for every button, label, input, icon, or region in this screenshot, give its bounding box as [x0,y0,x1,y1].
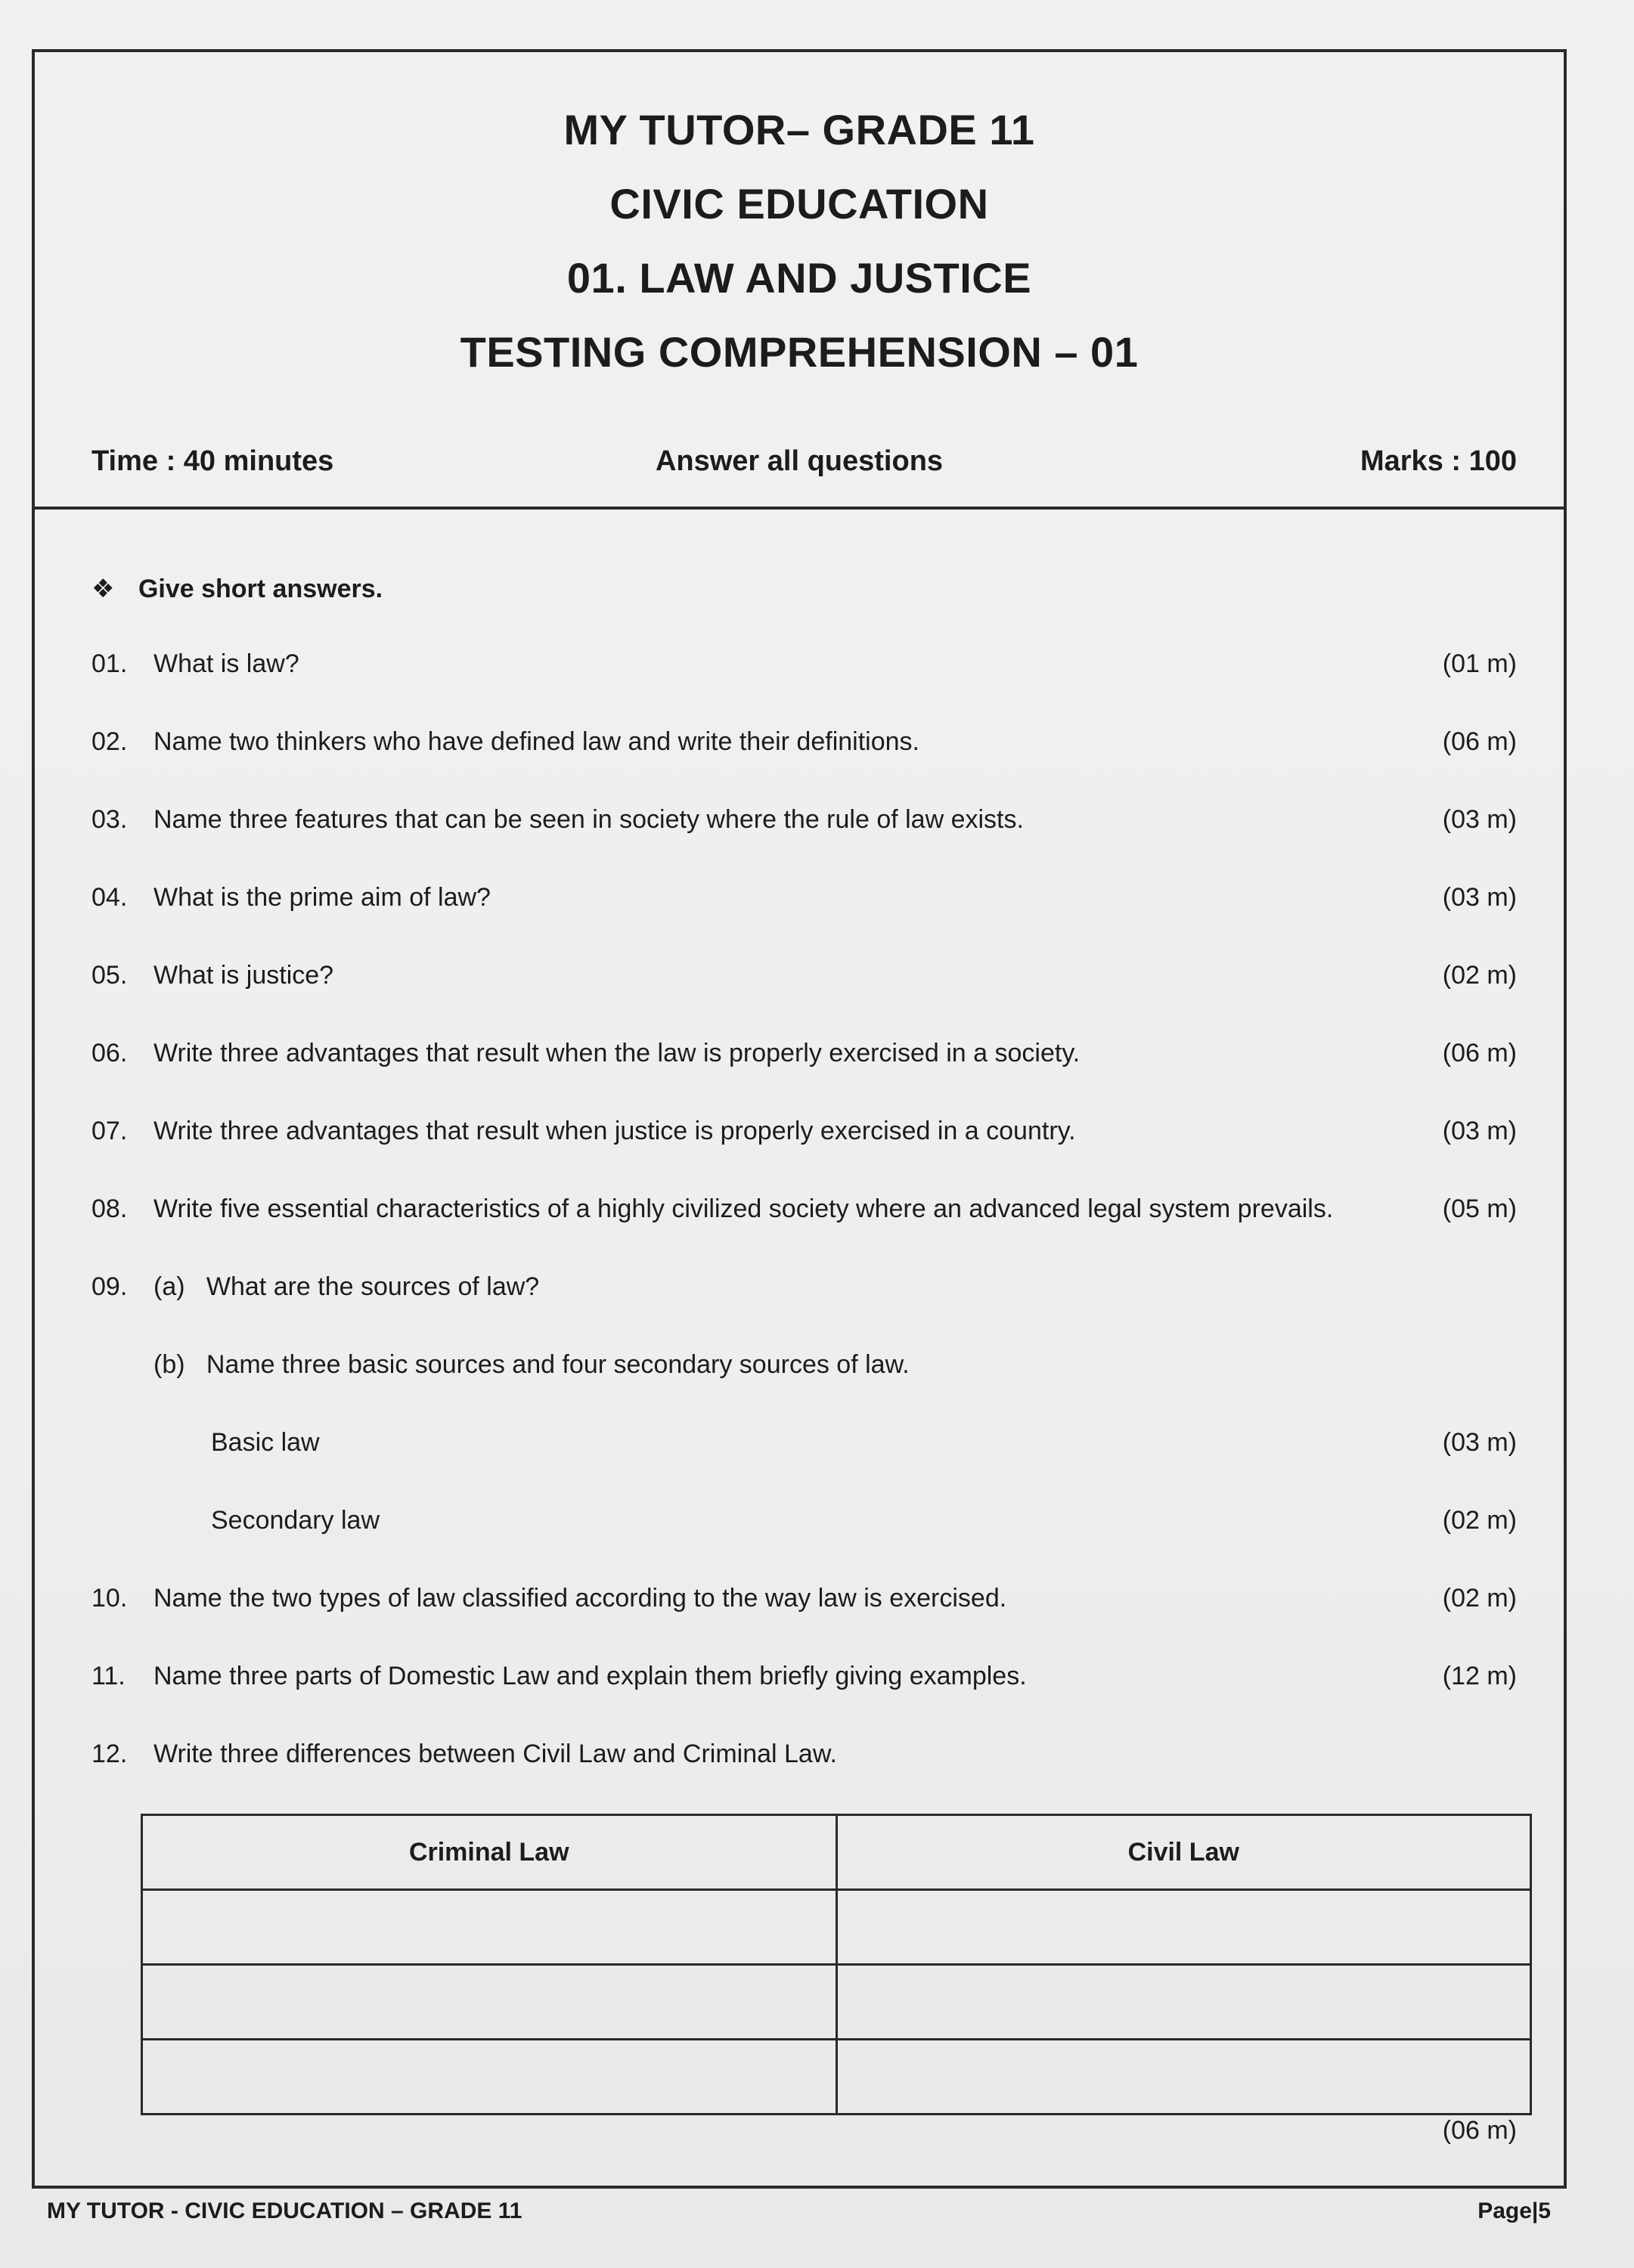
table-row [142,1890,1531,1965]
question-09a: 09. (a) What are the sources of law? [91,1272,540,1301]
table-row [142,1965,1531,2040]
answer-cell[interactable] [142,1965,837,2040]
question-01: 01. What is law? [91,649,299,678]
header-criminal-law: Criminal Law [142,1815,837,1890]
answer-cell[interactable] [836,2040,1531,2115]
title-test: TESTING COMPREHENSION – 01 [460,328,1139,376]
marks-07: (03 m) [1442,1117,1517,1145]
time-allowed: Time : 40 minutes [91,445,334,477]
marks-03: (03 m) [1442,805,1517,834]
marks-08: (05 m) [1442,1194,1517,1223]
question-09b: (b) Name three basic sources and four secondary sources of law. [153,1350,910,1379]
marks-11: (12 m) [1442,1662,1517,1690]
marks-basic-law: (03 m) [1442,1428,1517,1457]
answer-cell[interactable] [836,1965,1531,2040]
question-11: 11. Name three parts of Domestic Law and explain them briefly giving examples. [91,1662,1027,1690]
marks-secondary-law: (02 m) [1442,1506,1517,1535]
footer-page-number: Page|5 [1477,2198,1551,2223]
answer-cell[interactable] [836,1890,1531,1965]
answer-cell[interactable] [142,2040,837,2115]
marks-12: (06 m) [1442,2116,1517,2145]
question-05: 05. What is justice? [91,961,334,990]
paper-header [35,52,1564,510]
marks-01: (01 m) [1442,649,1517,678]
table-header-row [142,1815,1531,1890]
question-02: 02. Name two thinkers who have defined law and write their definitions. [91,727,919,756]
diamond-bullet-icon: ❖ [91,575,115,603]
table-row [142,2040,1531,2115]
question-12: 12. Write three differences between Civil Law and Criminal Law. [91,1740,837,1768]
title-tutor-grade: MY TUTOR– GRADE 11 [563,106,1035,153]
marks-10: (02 m) [1442,1584,1517,1613]
basic-law-label: Basic law [211,1428,320,1457]
total-marks: Marks : 100 [1360,445,1517,477]
question-04: 04. What is the prime aim of law? [91,883,491,912]
question-08: 08. Write five essential characteristics of a highly civilized society where an advanced legal system prevails. [91,1194,1334,1223]
title-subject: CIVIC EDUCATION [609,180,989,228]
section-label: Give short answers. [138,575,383,603]
header-civil-law: Civil Law [836,1815,1531,1890]
question-03: 03. Name three features that can be seen in society where the rule of law exists. [91,805,1024,834]
secondary-law-label: Secondary law [211,1506,380,1535]
question-06: 06. Write three advantages that result when the law is properly exercised in a society. [91,1039,1081,1067]
section-heading [91,574,383,604]
footer-left: MY TUTOR - CIVIC EDUCATION – GRADE 11 [47,2198,522,2223]
marks-04: (03 m) [1442,883,1517,912]
answer-cell[interactable] [142,1890,837,1965]
marks-05: (02 m) [1442,961,1517,990]
title-unit: 01. LAW AND JUSTICE [566,254,1032,302]
marks-02: (06 m) [1442,727,1517,756]
page-frame [32,49,1567,2189]
differences-table [141,1814,1532,2115]
marks-06: (06 m) [1442,1039,1517,1067]
question-10: 10. Name the two types of law classified according to the way law is exercised. [91,1584,1007,1613]
instruction: Answer all questions [655,445,944,477]
question-07: 07. Write three advantages that result when justice is properly exercised in a country. [91,1117,1076,1145]
